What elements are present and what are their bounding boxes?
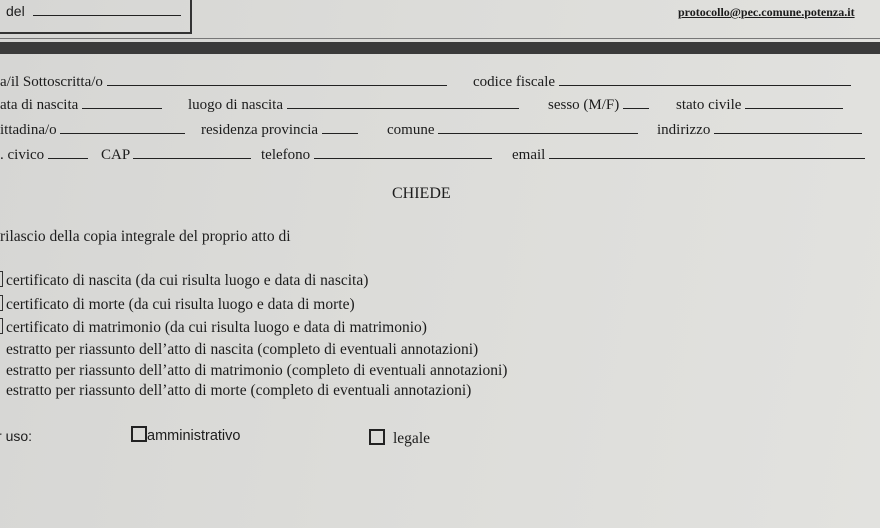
codice-fiscale-line[interactable]: [559, 72, 851, 86]
row-cap: [101, 145, 251, 164]
amministrativo-checkbox[interactable]: [131, 426, 147, 442]
uso-amministrativo[interactable]: [131, 426, 240, 444]
uso-label: [0, 428, 32, 444]
telefono-label: telefono: [261, 147, 311, 163]
row-luogo-nascita: [188, 95, 519, 114]
del-line[interactable]: [33, 2, 181, 16]
codice-fiscale-label: codice fiscale: [473, 74, 556, 90]
option-2: certificato di morte (da cui risulta luogo e data di morte): [6, 296, 355, 313]
row-residenza: [201, 120, 358, 139]
amministrativo-label: amministrativo: [147, 428, 241, 444]
row-comune: [387, 120, 638, 139]
sesso-line[interactable]: [623, 95, 649, 109]
del-label: del: [6, 3, 25, 19]
sottoscritto-line[interactable]: [107, 72, 447, 86]
row-telefono: [261, 145, 492, 164]
option-6: estratto per riassunto dell’atto di morte (completo di eventuali annotazioni): [6, 382, 472, 399]
stato-civile-label: stato civile: [676, 97, 742, 113]
telefono-line[interactable]: [314, 145, 492, 159]
data-nascita-label: ata di nascita: [0, 97, 79, 113]
row-sesso: [548, 95, 649, 114]
header-email[interactable]: protocollo@pec.comune.potenza.it: [678, 5, 855, 19]
stato-civile-line[interactable]: [745, 95, 843, 109]
email-line[interactable]: [549, 145, 865, 159]
luogo-nascita-label: luogo di nascita: [188, 97, 283, 113]
civico-label: . civico: [0, 147, 45, 163]
uso-label-text: uso:: [5, 428, 33, 444]
comune-label: comune: [387, 122, 435, 138]
cittadina-line[interactable]: [60, 120, 185, 134]
sottoscritto-label: a/il Sottoscritta/o: [0, 74, 103, 90]
row-sottoscritto: [0, 72, 447, 91]
cittadina-label: ittadina/o: [0, 122, 57, 138]
indirizzo-label: indirizzo: [657, 122, 711, 138]
residenza-line[interactable]: [322, 120, 358, 134]
chiede-heading: CHIEDE: [392, 185, 451, 202]
row-cittadina: [0, 120, 185, 139]
row-stato-civile: [676, 95, 843, 114]
option-5: estratto per riassunto dell’atto di matrimonio (completo di eventuali annotazioni): [6, 362, 508, 379]
option-3: certificato di matrimonio (da cui risulta luogo e data di matrimonio): [6, 319, 427, 336]
row-codice-fiscale: [473, 72, 851, 91]
row-civico: [0, 145, 88, 164]
row-email: [512, 145, 865, 164]
option-checkbox-2[interactable]: [0, 295, 3, 311]
legale-checkbox[interactable]: [369, 429, 385, 445]
sesso-label: sesso (M/F): [548, 97, 620, 113]
row-indirizzo: [657, 120, 862, 139]
civico-line[interactable]: [48, 145, 88, 159]
luogo-nascita-line[interactable]: [287, 95, 519, 109]
cap-line[interactable]: [133, 145, 251, 159]
cap-label: CAP: [101, 147, 130, 163]
option-checkbox-1[interactable]: [0, 271, 3, 287]
email-label: email: [512, 147, 546, 163]
data-nascita-line[interactable]: [82, 95, 162, 109]
option-4: estratto per riassunto dell’atto di nascita (completo di eventuali annotazioni): [6, 341, 479, 358]
indirizzo-line[interactable]: [714, 120, 862, 134]
row-data-nascita: [0, 95, 162, 114]
residenza-label: residenza provincia: [201, 122, 319, 138]
intro-text: rilascio della copia integrale del proprio atto di: [0, 228, 291, 245]
header-band: [0, 42, 880, 54]
divider-line: [0, 38, 880, 39]
option-1: certificato di nascita (da cui risulta luogo e data di nascita): [6, 272, 369, 289]
del-field: [6, 2, 181, 19]
legale-label: legale: [393, 430, 431, 447]
comune-line[interactable]: [438, 120, 638, 134]
option-checkbox-3[interactable]: [0, 318, 3, 334]
uso-legale[interactable]: [369, 429, 430, 448]
